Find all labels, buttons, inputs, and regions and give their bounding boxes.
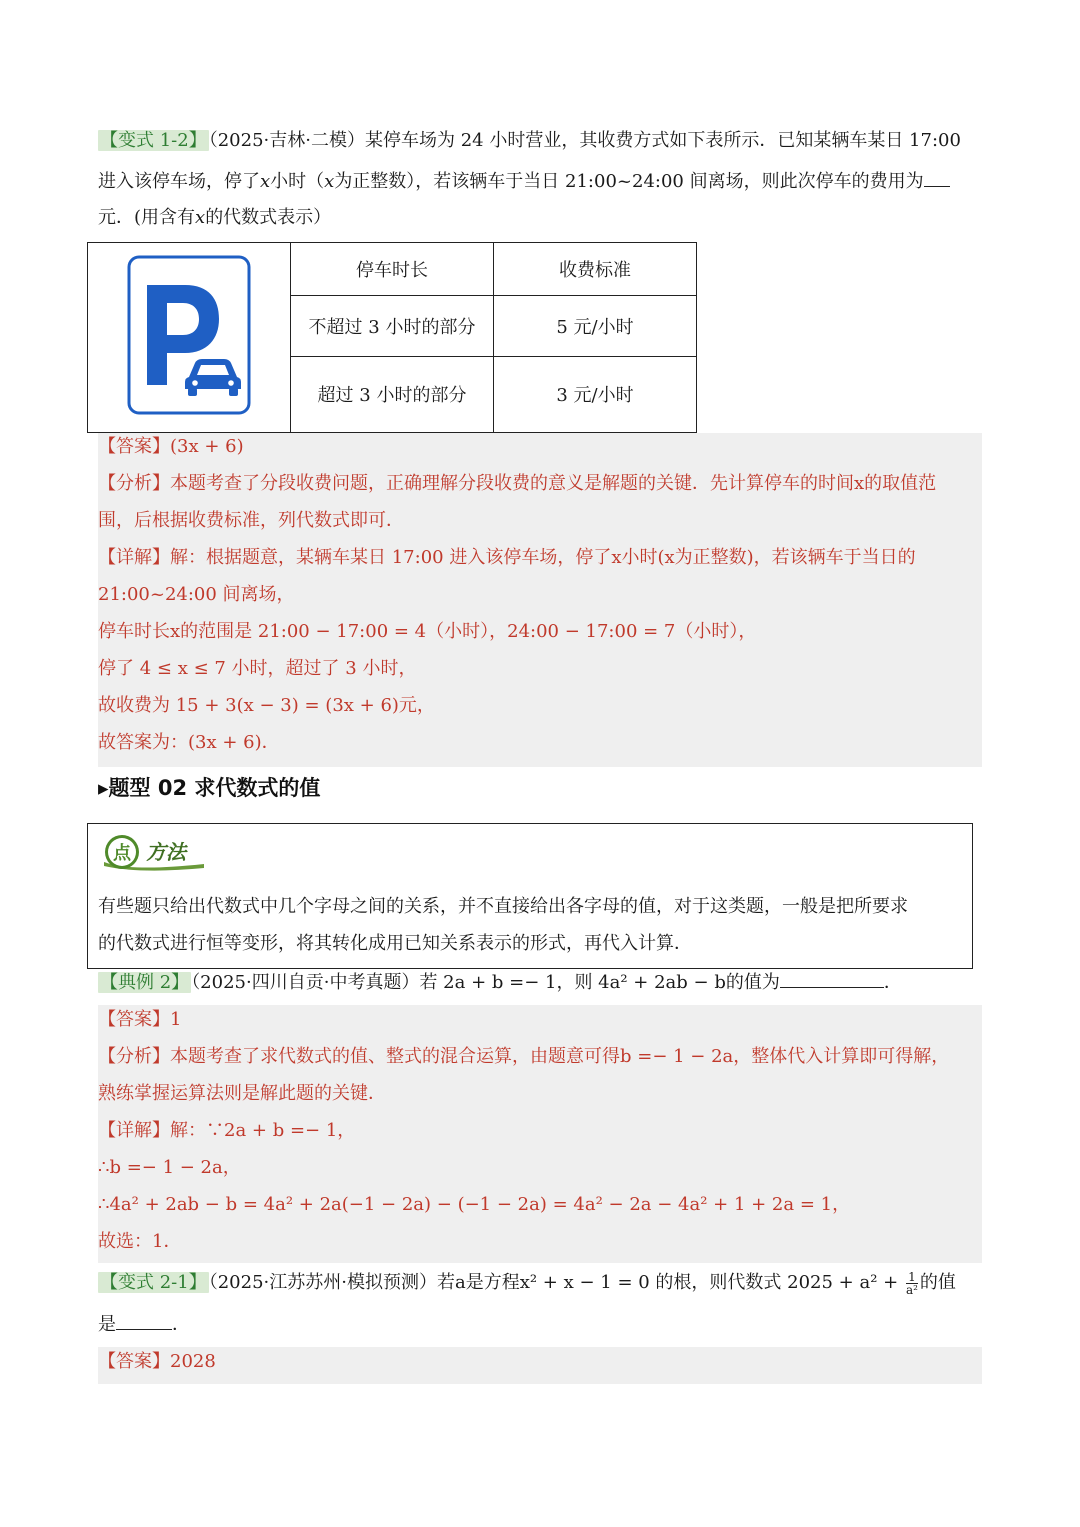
svg-text:点: 点: [113, 843, 131, 864]
section-title: ▸题型 02 求代数式的值: [98, 776, 321, 800]
method-text-line-2: 的代数式进行恒等变形，将其转化成用已知关系表示的形式，再代入计算．: [98, 933, 692, 954]
fee-table-header-rate: 收费标准: [494, 243, 697, 296]
detail-1-2-line-3: 停车时长x的范围是 21:00 − 17:00 = 4（小时），24:00 − 17:00 = 7（小时），: [98, 621, 757, 642]
detail-1-2-line-6: 故答案为：(3x + 6)．: [98, 732, 280, 753]
answer-blank: [780, 969, 884, 988]
answer-1-2: 【答案】(3x + 6): [98, 436, 244, 457]
detail-example-2-line-1: 【详解】解：∵2a + b =− 1，: [98, 1120, 356, 1141]
detail-example-2-line-2: ∴b =− 1 − 2a，: [98, 1157, 241, 1178]
fee-table-cell: 不超过 3 小时的部分: [291, 296, 494, 356]
example-2-question: 【典例 2】 （2025·四川自贡·中考真题）若 2a + b =− 1，则 4a² + 2ab − b的值为 ．: [98, 969, 902, 996]
fraction: $\frac{1}{\text{a²}}$: [905, 1269, 918, 1297]
fee-table-cell: 3 元/小时: [494, 356, 697, 432]
detail-1-2-line-4: 停了 4 ≤ x ≤ 7 小时，超过了 3 小时，: [98, 658, 417, 679]
answer-blank: [924, 168, 950, 187]
variant-2-1-line-1: 【变式 2-1】 （2025·江苏苏州·模拟预测）若a是方程x² + x − 1 = 0 的根，则代数式 2025 + a² + $\frac{1}{\text{a²}}$ 的值: [100, 1269, 956, 1297]
answer-block-2-1: [98, 1347, 982, 1384]
detail-1-2-line-5: 故收费为 15 + 3(x − 3) = (3x + 6)元，: [98, 695, 435, 716]
analysis-1-2-line-1: 【分析】本题考查了分段收费问题，正确理解分段收费的意义是解题的关键．先计算停车的时间x的取值范: [98, 473, 937, 494]
answer-2-1: 【答案】2028: [98, 1351, 216, 1372]
analysis-example-2-line-2: 熟练掌握运算法则是解此题的关键．: [98, 1083, 386, 1104]
variant-2-1-line-2: 是 ．: [98, 1311, 190, 1338]
example-2-tag: 【典例 2】: [100, 972, 190, 993]
fee-table: [87, 242, 697, 433]
fee-table-cell: 5 元/小时: [494, 296, 697, 356]
fee-table-cell: 超过 3 小时的部分: [291, 356, 494, 432]
parking-sign-icon: [127, 255, 251, 415]
method-text-line-1: 有些题只给出代数式中几个字母之间的关系，并不直接给出各字母的值，对于这类题，一般是把所要求: [98, 896, 908, 917]
variant-1-2-line-2: 进入该停车场，停了x小时（x为正整数），若该辆车于当日 21:00~24:00 间离场，则此次停车的费用为: [98, 168, 950, 195]
detail-1-2-line-2: 21:00~24:00 间离场，: [98, 584, 295, 605]
variant-1-2-line-1: 【变式 1-2】 （2025·吉林·二模）某停车场为 24 小时营业，其收费方式如下表所示．已知某辆车某日 17:00: [100, 130, 961, 151]
analysis-1-2-line-2: 围，后根据收费标准，列代数式即可．: [98, 510, 404, 531]
parking-sign-cell: [88, 243, 291, 433]
variant-1-2-tag: 【变式 1-2】: [100, 130, 207, 151]
answer-blank: [116, 1311, 172, 1330]
variant-1-2-line-3: 元．(用含有x的代数式表示）: [98, 207, 332, 228]
answer-example-2: 【答案】1: [98, 1009, 182, 1030]
analysis-example-2-line-1: 【分析】本题考查了求代数式的值、整式的混合运算，由题意可得b =− 1 − 2a，整体代入计算即可得解，: [98, 1046, 950, 1067]
detail-1-2-line-1: 【详解】解：根据题意，某辆车某日 17:00 进入该停车场，停了x小时(x为正整数)，若该辆车于当日的: [98, 547, 916, 568]
svg-text:方法: 方法: [146, 840, 186, 864]
detail-example-2-line-4: 故选：1．: [98, 1231, 182, 1252]
variant-2-1-tag: 【变式 2-1】: [100, 1272, 207, 1293]
detail-example-2-line-3: ∴4a² + 2ab − b = 4a² + 2a(−1 − 2a) − (−1 − 2a) = 4a² − 2a − 4a² + 1 + 2a = 1，: [98, 1194, 851, 1215]
method-box: [87, 823, 973, 969]
fee-table-header-duration: 停车时长: [291, 243, 494, 296]
method-badge-icon: [100, 832, 210, 872]
